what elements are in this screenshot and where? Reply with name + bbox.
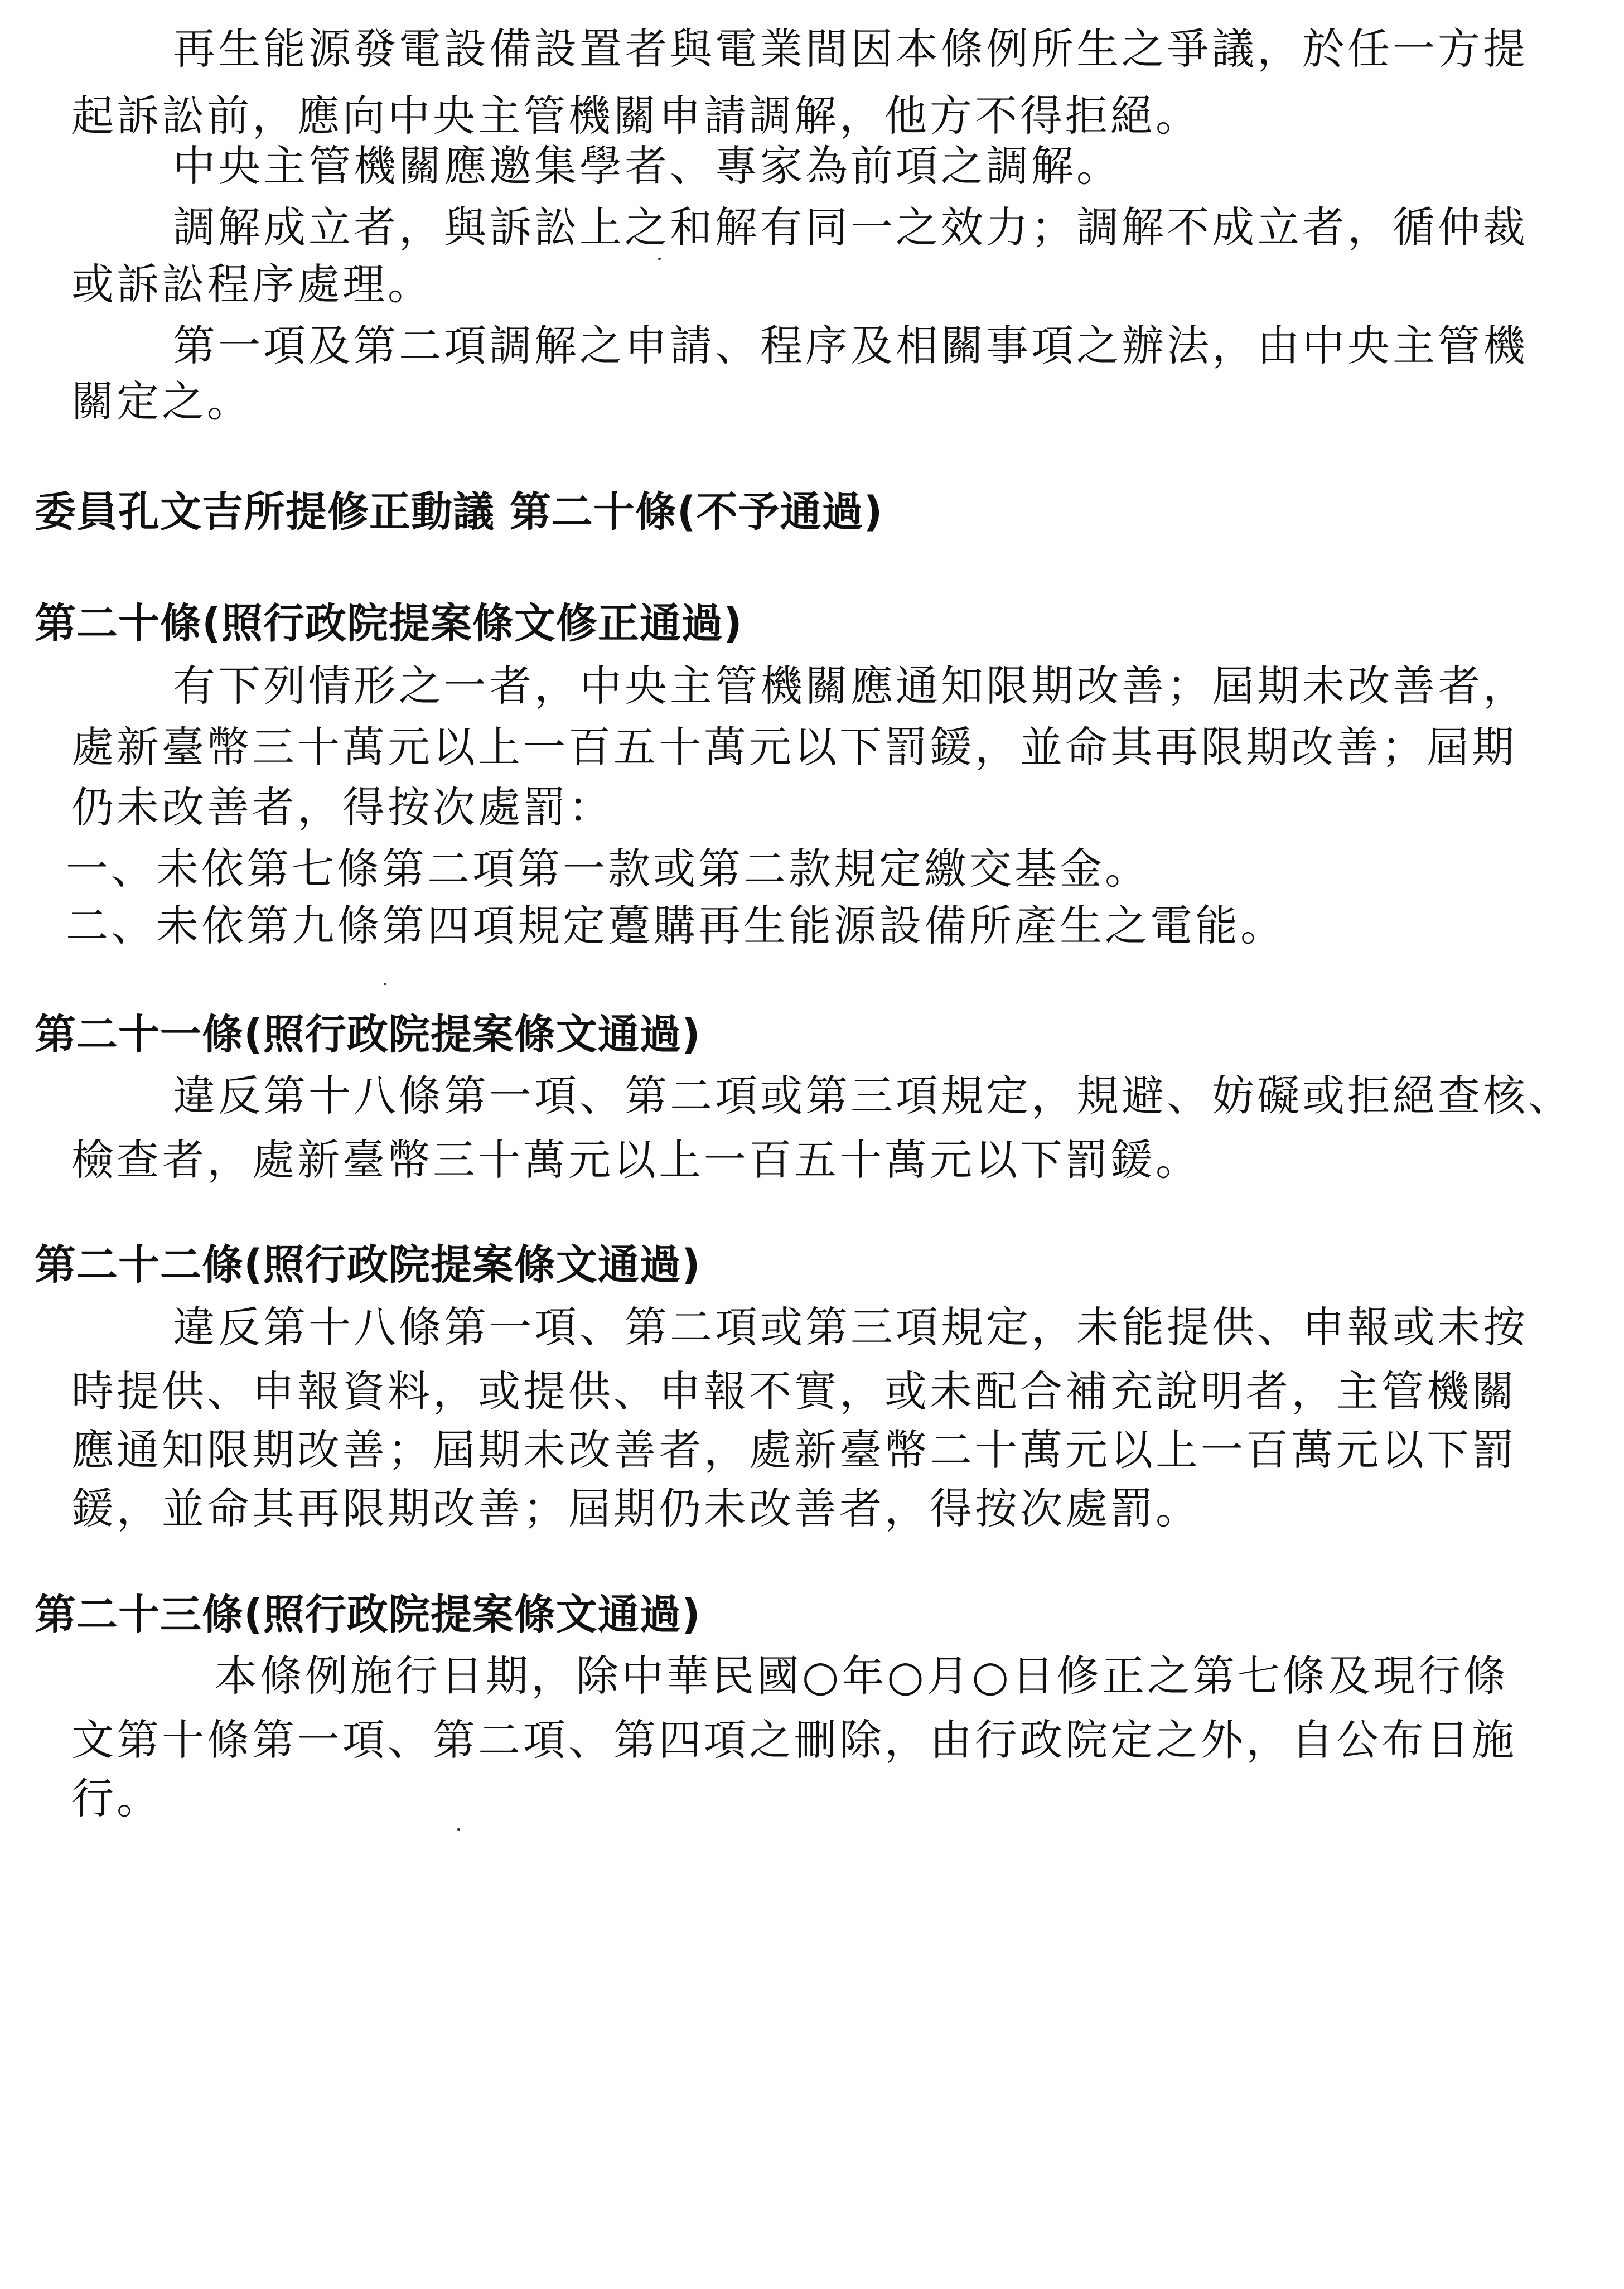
paragraph-line: 時提供、申報資料，或提供、申報不實，或未配合補充說明者，主管機關	[71, 1366, 1517, 1416]
article-22-heading: 第二十二條(照行政院提案條文通過)	[35, 1241, 701, 1289]
paragraph-line: 再生能源發電設備設置者與電業間因本條例所生之爭議，於任一方提	[173, 24, 1528, 74]
paragraph-line: 第一項及第二項調解之申請、程序及相關事項之辦法，由中央主管機	[173, 321, 1528, 370]
paragraph-line: 仍未改善者，得按次處罰：	[71, 783, 613, 832]
paragraph-line: 鍰，並命其再限期改善；屆期仍未改善者，得按次處罰。	[71, 1484, 1201, 1533]
scan-speck	[658, 258, 661, 260]
paragraph-line: 有下列情形之一者，中央主管機關應通知限期改善；屆期未改善者，	[173, 661, 1528, 711]
paragraph-line: 檢查者，處新臺幣三十萬元以上一百五十萬元以下罰鍰。	[71, 1135, 1201, 1185]
motion-heading: 委員孔文吉所提修正動議 第二十條(不予通過)	[35, 488, 883, 536]
list-item: 二、未依第九條第四項規定躉購再生能源設備所產生之電能。	[66, 901, 1285, 950]
paragraph-line: 或訴訟程序處理。	[71, 259, 433, 309]
paragraph-line: 應通知限期改善；屆期未改善者，處新臺幣二十萬元以上一百萬元以下罰	[71, 1425, 1517, 1475]
paragraph-line: 文第十條第一項、第二項、第四項之刪除，由行政院定之外，自公布日施	[71, 1715, 1517, 1765]
scan-speck	[457, 1828, 460, 1831]
paragraph-line: 中央主管機關應邀集學者、專家為前項之調解。	[173, 141, 1122, 191]
scan-speck	[384, 983, 386, 985]
article-20-heading: 第二十條(照行政院提案條文修正通過)	[35, 600, 743, 648]
paragraph-line: 調解成立者，與訴訟上之和解有同一之效力；調解不成立者，循仲裁	[173, 202, 1528, 252]
list-item: 一、未依第七條第二項第一款或第二款規定繳交基金。	[66, 844, 1150, 894]
article-23-heading: 第二十三條(照行政院提案條文通過)	[35, 1591, 701, 1639]
paragraph-line: 本條例施行日期，除中華民國○年○月○日修正之第七條及現行條	[215, 1651, 1509, 1701]
article-21-heading: 第二十一條(照行政院提案條文通過)	[35, 1011, 701, 1059]
paragraph-line: 違反第十八條第一項、第二項或第三項規定，規避、妨礙或拒絕查核、	[173, 1071, 1573, 1121]
paragraph-line: 起訴訟前，應向中央主管機關申請調解，他方不得拒絕。	[71, 91, 1201, 141]
paragraph-line: 違反第十八條第一項、第二項或第三項規定，未能提供、申報或未按	[173, 1302, 1528, 1352]
paragraph-line: 行。	[71, 1774, 162, 1823]
paragraph-line: 處新臺幣三十萬元以上一百五十萬元以下罰鍰，並命其再限期改善；屆期	[71, 722, 1517, 772]
paragraph-line: 關定之。	[71, 376, 252, 426]
